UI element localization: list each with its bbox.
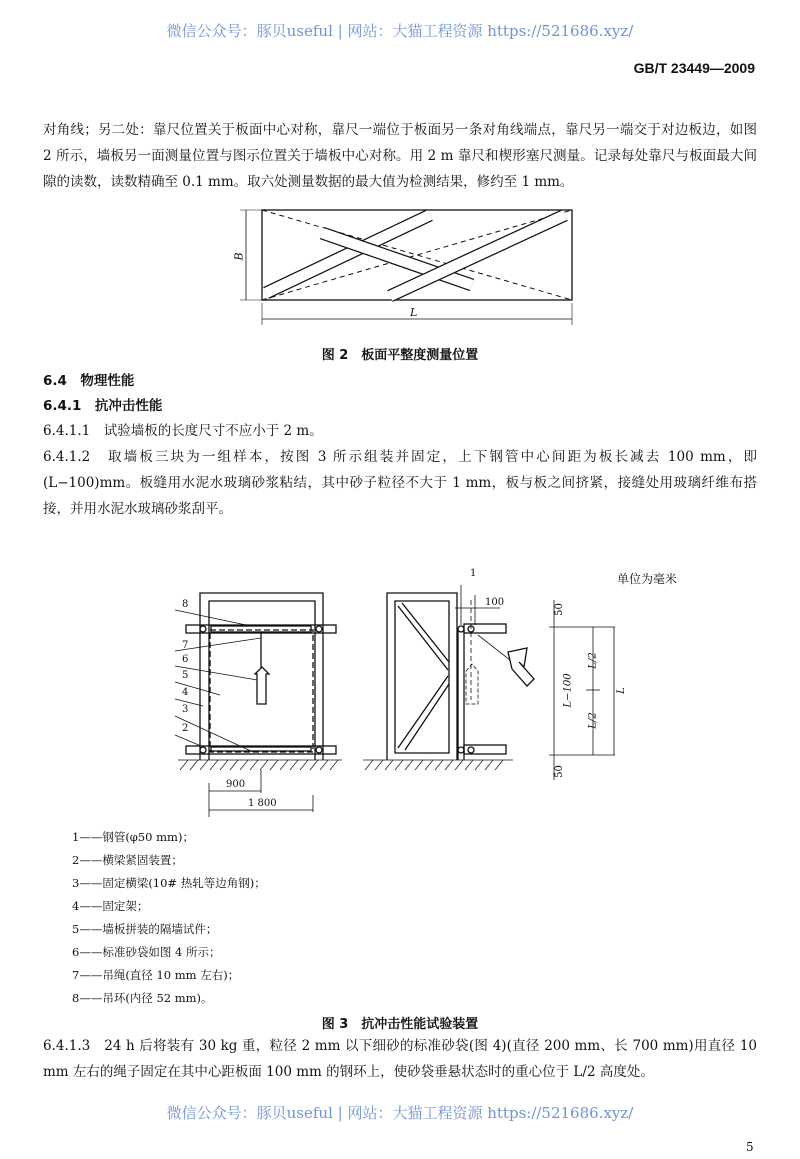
dim-100: 100 bbox=[485, 597, 505, 608]
callout-3: 3 bbox=[182, 704, 189, 715]
clause-6-4-1-2: 6.4.1.2 取墙板三块为一组样本，按图 3 所示组装并固定，上下钢管中心间距为板长减去 100 mm，即(L−100)mm。板缝用水泥水玻璃砂浆粘结，其中砂子粒径不大于 1 mm，板与板之间挤紧，接缝处用玻璃纤维布搭接，并用水泥水玻璃砂浆刮平。 bbox=[43, 449, 757, 517]
callout-5: 5 bbox=[182, 670, 189, 681]
figure-3-caption: 图 3 抗冲击性能试验装置 bbox=[321, 1017, 479, 1032]
dim-half-upper: L/2 bbox=[587, 652, 599, 669]
legend-item: 4——固定架； bbox=[72, 899, 149, 913]
dim-900: 900 bbox=[226, 779, 246, 790]
side-view bbox=[387, 593, 534, 760]
heading-6-4: 6.4 物理性能 bbox=[43, 373, 135, 389]
legend-item: 2——横梁紧固装置； bbox=[72, 853, 183, 867]
callout-1: 1 bbox=[470, 568, 477, 579]
figure-2-caption: 图 2 板面平整度测量位置 bbox=[321, 348, 479, 363]
legend-item: 3——固定横梁(10# 热轧等边角钢)； bbox=[72, 876, 266, 890]
legend-item: 5——墙板拼装的隔墙试件； bbox=[72, 922, 218, 936]
dimension-b: B bbox=[232, 252, 246, 261]
paragraph-intro: 对角线；另二处：靠尺位置关于板面中心对称，靠尺一端位于板面另一条对角线端点，靠尺另一端交于对边板边，如图 2 所示，墙板另一面测量位置与图示位置关于墙板中心对称。用 2 m 靠尺和楔形塞尺测量。记录每处靠尺与板面最大间隙的读数，读数精确至 0.1 mm。取六处测量数据的最大值为检测结果，修约至 1 mm。 bbox=[43, 122, 757, 190]
clause-6-4-1-3: 6.4.1.3 24 h 后将装有 30 kg 重，粒径 2 mm 以下细砂的标准砂袋(图 4)(直径 200 mm、长 700 mm)用直径 10 mm 左右的绳子固定在其中心距板面 100 mm 的钢环上，使砂袋垂悬状态时的重心位于 L/2 高度处。 bbox=[43, 1038, 757, 1080]
heading-6-4-1: 6.4.1 抗冲击性能 bbox=[43, 398, 163, 414]
dim-l-minus-100: L−100 bbox=[562, 673, 574, 708]
callout-2: 2 bbox=[182, 723, 189, 734]
watermark-bottom: 微信公众号：豚贝useful | 网站：大猫工程资源 https://521686.xyz/ bbox=[166, 1104, 634, 1122]
callout-6: 6 bbox=[182, 654, 189, 665]
dimension-lines bbox=[209, 585, 615, 817]
dim-half-lower: L/2 bbox=[587, 712, 599, 729]
legend-item: 6——标准砂袋如图 4 所示； bbox=[72, 945, 221, 959]
legend-item: 1——钢管(φ50 mm)； bbox=[72, 830, 194, 844]
legend-item: 8——吊环(内径 52 mm)。 bbox=[72, 991, 213, 1005]
legend-item: 7——吊绳(直径 10 mm 左右)； bbox=[72, 968, 240, 982]
standard-number: GB/T 23449—2009 bbox=[633, 60, 755, 76]
page-number: 5 bbox=[746, 1140, 754, 1154]
callout-8: 8 bbox=[182, 599, 189, 610]
dim-50-top: 50 bbox=[553, 603, 565, 616]
watermark-top: 微信公众号：豚贝useful | 网站：大猫工程资源 https://521686.xyz/ bbox=[166, 22, 634, 40]
dim-1800: 1 800 bbox=[248, 798, 277, 809]
callout-7: 7 bbox=[182, 640, 189, 651]
dimension-l: L bbox=[410, 306, 418, 319]
clause-6-4-1-1: 6.4.1.1 试验墙板的长度尺寸不应小于 2 m。 bbox=[43, 423, 323, 439]
front-view bbox=[186, 593, 336, 760]
callout-4: 4 bbox=[182, 687, 189, 698]
unit-note: 单位为毫米 bbox=[617, 572, 678, 586]
dim-l: L bbox=[615, 687, 627, 694]
dim-50-bottom: 50 bbox=[553, 765, 565, 778]
